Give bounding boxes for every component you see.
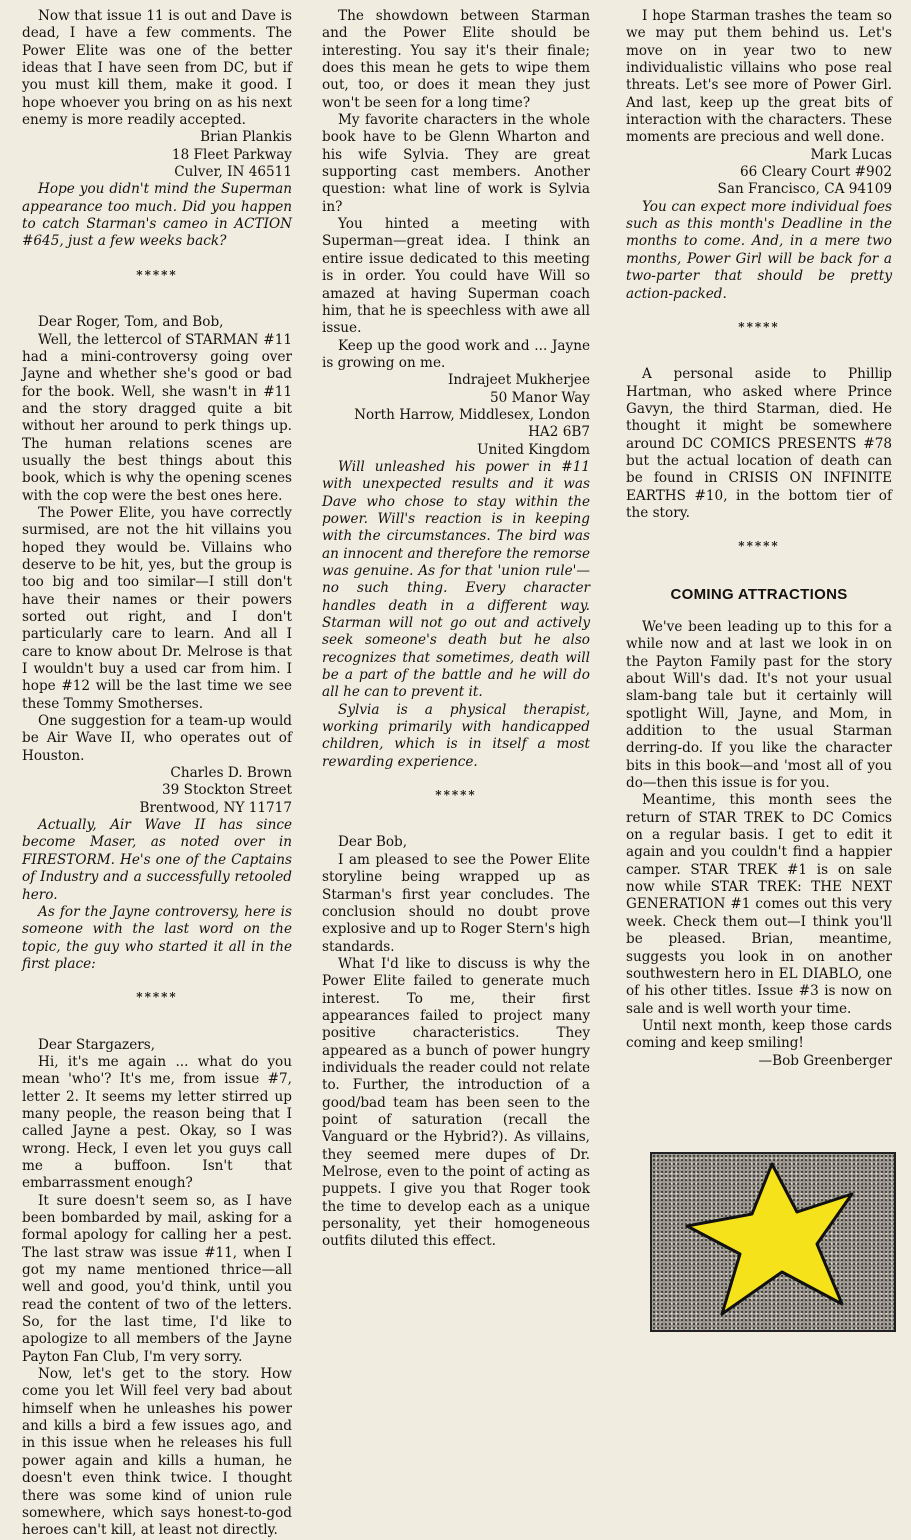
- separator: *****: [136, 267, 178, 282]
- signer-name: Charles D. Brown: [170, 765, 292, 782]
- coming-paragraph: We've been leading up to this for a while now and at last we look in on the Payton Family past for the story about Will's dad. It's not your usual slam-bang tale but it certainly will spotlight Will, Jayne, and Mom, in addition to the usual Starman derring-do. If you like the character bits in this book—and 'most all of you do—then this issue is for you.: [626, 618, 892, 792]
- separator: *****: [738, 539, 780, 554]
- letter-signature: [22, 129, 292, 181]
- letter-paragraph: Hi, it's me again ... what do you mean 'who'? It's me, from issue #7, letter 2. It seems my letter stirred up many people, the reason being that I called Jayne a pest. Okay, so I was wrong. Heck, I even let you guys call me a buffoon. Isn't that embarrassment enough?: [22, 1053, 292, 1192]
- signer-street: 50 Manor Way: [490, 389, 590, 406]
- signer-street: 66 Cleary Court #902: [740, 164, 892, 181]
- letter-paragraph: You hinted a meeting with Superman—great idea. I think an entire issue dedicated to this meeting is in order. You could have Will so amazed at having Superman coach him, that he is speechless with awe all issue.: [322, 216, 590, 337]
- letter-paragraph: One suggestion for a team-up would be Air Wave II, who operates out of Houston.: [22, 713, 292, 764]
- letter-signature: [22, 765, 292, 817]
- coming-paragraph: Until next month, keep those cards coming and keep smiling!: [626, 1017, 892, 1052]
- signer-street: 39 Stockton Street: [162, 782, 292, 799]
- separator: *****: [435, 788, 477, 803]
- letter-paragraph: What I'd like to discuss is why the Power Elite failed to generate much interest. To me, their first appearances failed to project many positive characteristics. They appeared as a bunch of power hungry individuals the reader could not relate to. Further, the introduction of a good/bad team has been seen to the point of saturation (recall the Vanguard or the Hybrid?). As villains, they seemed mere dupes of Dr. Melrose, even to the point of acting as puppets. I give you that Roger took the time to develop each as a unique personality, yet their homogeneous outfits diluted this effect.: [322, 955, 590, 1250]
- signer-name: Indrajeet Mukherjee: [447, 372, 590, 389]
- star-logo-box: [650, 1152, 896, 1332]
- signer-postcode: HA2 6B7: [528, 424, 590, 441]
- editor-reply: Sylvia is a physical therapist, working primarily with handicapped children, which is in itself a most rewarding experience.: [322, 701, 590, 770]
- letter-paragraph: It sure doesn't seem so, as I have been bombarded by mail, asking for a formal apology for calling her a pest. The last straw was issue #11, when I got my name mentioned thrice—all well and good, you'd think, until you read the content of two of the letters. So, for the last time, I'd like to apologize to all members of the Jayne Payton Fan Club, I'm very sorry.: [22, 1192, 292, 1365]
- separator: *****: [136, 990, 178, 1005]
- signer-city: Brentwood, NY 11717: [139, 799, 292, 816]
- letter-paragraph: The Power Elite, you have correctly surmised, are not the hit villains you hoped they would be. Villains who deserve to be hit, yes, but the group is too big and too similar—I still don't have their names or their powers sorted out right, and I don't particularly care to learn. And all I care to know about Dr. Melrose is that I wouldn't buy a used car from him. I hope #12 will be the last time we see these Tommy Smotherses.: [22, 504, 292, 712]
- letter-paragraph: Well, the lettercol of STARMAN #11 had a mini-controversy going over Jayne and whether she's good or bad for the book. Well, she wasn't in #11 and the story dragged quite a bit without her around to perk things up. The human relations scenes are usually the best things about this book, which is why the opening scenes with the cop were the best ones here.: [22, 331, 292, 504]
- letter-paragraph: Now, let's get to the story. How come you let Will feel very bad about himself when he unleashes his power and kills a bird a few issues ago, and in this issue when he releases his full power again and kills a human, he doesn't even think twice. I thought there was some kind of union rule somewhere, which says honest-to-god heroes can't kill, at least not directly.: [22, 1366, 292, 1539]
- signer-city: Culver, IN 46511: [174, 164, 292, 181]
- letter-salutation: Dear Bob,: [338, 834, 408, 851]
- signer-name: Brian Plankis: [200, 129, 292, 146]
- editor-reply: As for the Jayne controversy, here is someone with the last word on the topic, the guy who started it all in the first place:: [22, 903, 292, 972]
- letter-signature: [322, 372, 590, 459]
- column-middle: [322, 8, 590, 1251]
- letter-paragraph: My favorite characters in the whole book have to be Glenn Wharton and his wife Sylvia. They are great supporting cast members. Another question: what line of work is Sylvia in?: [322, 112, 590, 215]
- section-heading: COMING ATTRACTIONS: [670, 585, 848, 603]
- editor-reply: Hope you didn't mind the Superman appearance too much. Did you happen to catch Starman's cameo in ACTION #645, just a few weeks back?: [22, 181, 292, 250]
- editor-reply: You can expect more individual foes such as this month's Deadline in the months to come. And, in a mere two months, Power Girl will be back for a two-parter that should be pretty action-packed.: [626, 198, 892, 302]
- letter-paragraph: Keep up the good work and ... Jayne is growing on me.: [322, 337, 590, 371]
- editor-aside: A personal aside to Phillip Hartman, who asked where Prince Gavyn, the third Starman, died. He thought it might be somewhere around DC COMICS PRESENTS #78 but the actual location of death can be found in CRISIS ON INFINITE EARTHS #10, in the bottom tier of the story.: [626, 366, 892, 521]
- star-logo-icon: [652, 1154, 894, 1330]
- separator: *****: [738, 319, 780, 334]
- column-right: [626, 8, 892, 1070]
- signer-city: San Francisco, CA 94109: [717, 181, 892, 198]
- signer-street: 18 Fleet Parkway: [171, 146, 292, 163]
- letter-body: Now that issue 11 is out and Dave is dead, I have a few comments. The Power Elite was one of the better ideas that I have seen from DC, but if you must kill them, make it good. I hope whoever you bring on as his next enemy is more readily accepted.: [22, 8, 292, 129]
- signer-name: Mark Lucas: [810, 146, 892, 163]
- star-shape: [687, 1164, 852, 1314]
- column-left: [22, 8, 292, 1540]
- signer-city: North Harrow, Middlesex, London: [354, 406, 590, 423]
- letter-salutation: Dear Stargazers,: [38, 1036, 156, 1053]
- letter-signature: [626, 147, 892, 199]
- letter-paragraph: I hope Starman trashes the team so we may put them behind us. Let's move on in year two to new individualistic villains who pose real threats. Let's see more of Power Girl. And last, keep up the great bits of interaction with the characters. These moments are precious and well done.: [626, 8, 892, 146]
- letter-paragraph: The showdown between Starman and the Power Elite should be interesting. You say it's their finale; does this mean he gets to wipe them out, too, or does it mean they just won't be seen for a long time?: [322, 8, 590, 111]
- letter-salutation: Dear Roger, Tom, and Bob,: [38, 314, 224, 331]
- editor-reply: Will unleashed his power in #11 with unexpected results and it was Dave who chose to stay within the power. Will's reaction is in keeping with the circumstances. The bird was an innocent and therefore the remorse was genuine. As for that 'union rule'—no such thing. Every character handles death in a different way. Starman will not go out and actively seek someone's death but he also recognizes that sometimes, death will be a part of the battle and he will do all he can to prevent it.: [322, 458, 590, 701]
- signer-country: United Kingdom: [477, 441, 590, 458]
- editor-reply: Actually, Air Wave II has since become Maser, as noted over in FIRESTORM. He's one of the Captains of Industry and a successfully retooled hero.: [22, 817, 292, 903]
- letter-paragraph: I am pleased to see the Power Elite storyline being wrapped up as Starman's first year concludes. The conclusion should no doubt prove explosive and up to Roger Stern's high standards.: [322, 851, 590, 955]
- editor-signoff: —Bob Greenberger: [758, 1052, 892, 1069]
- coming-paragraph: Meantime, this month sees the return of STAR TREK to DC Comics on a regular basis. I get to edit it again and you couldn't find a happier camper. STAR TREK #1 is on sale now while STAR TREK: THE NEXT GENERATION #1 comes out this very week. Check them out—I think you'll be pleased. Brian, meantime, suggests you look in on another southwestern hero in EL DIABLO, one of his other titles. Issue #3 is now on sale and is well worth your time.: [626, 792, 892, 1017]
